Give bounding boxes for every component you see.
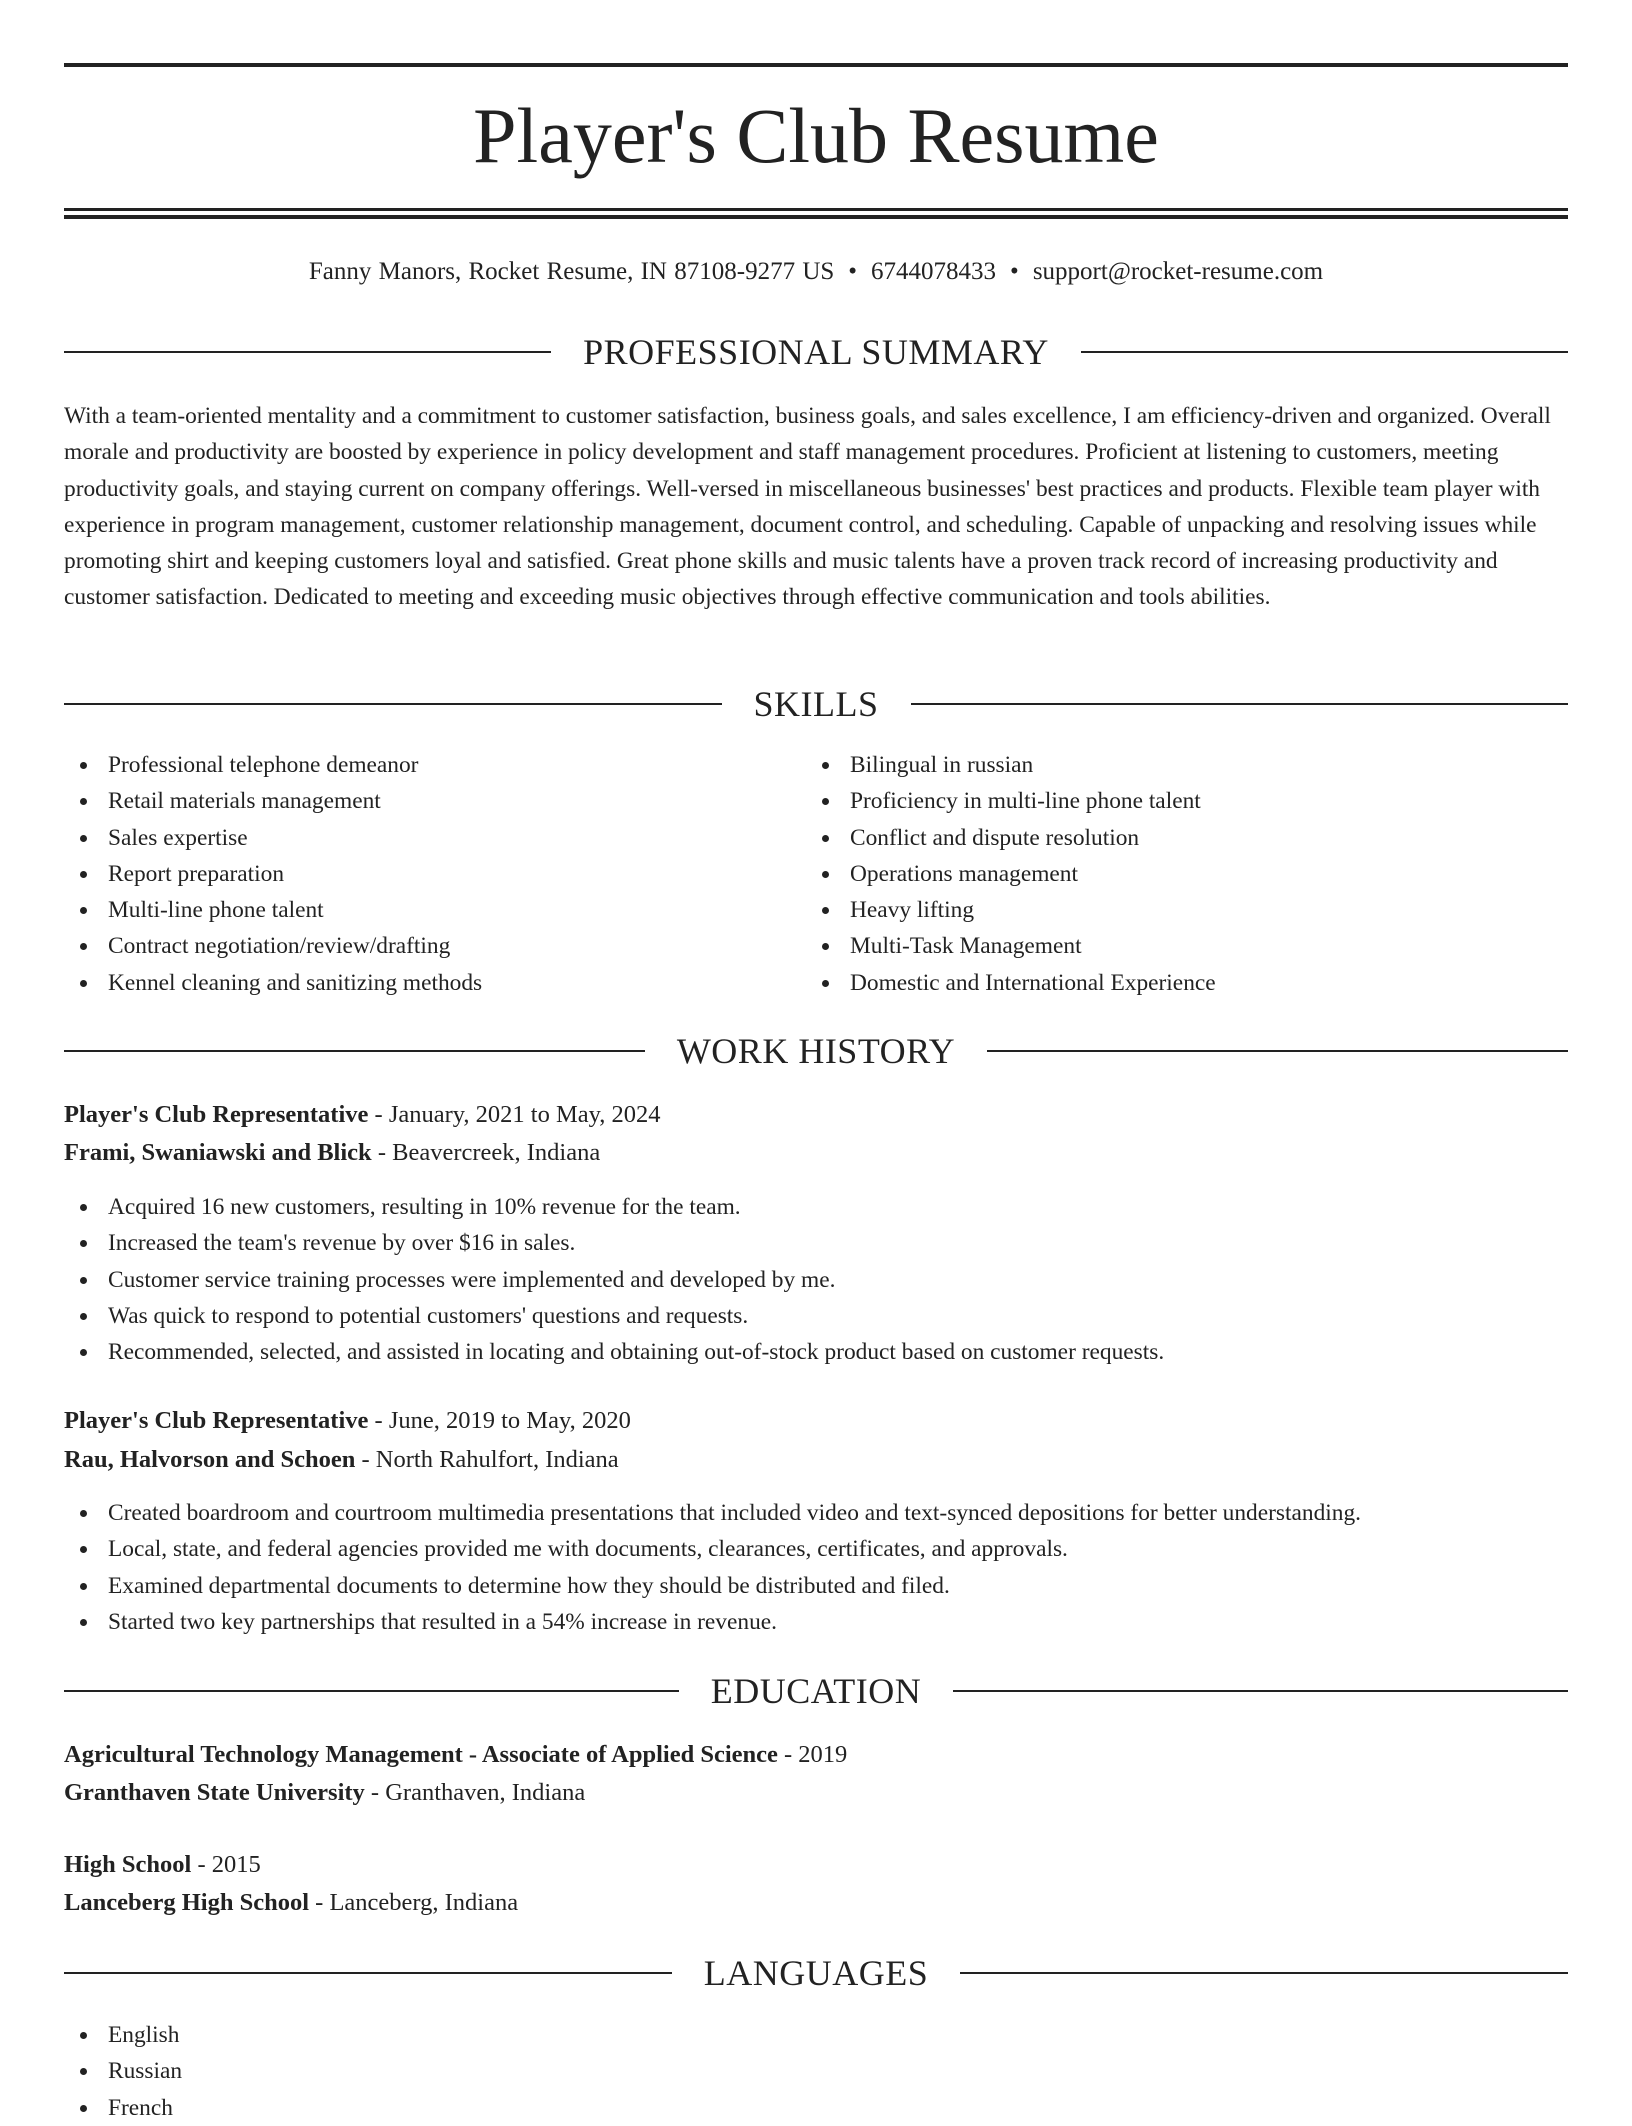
bullet-icon — [822, 943, 829, 950]
contact-line — [64, 254, 1568, 290]
job-dates: January, 2021 to May, 2024 — [388, 1101, 661, 1128]
languages-list — [64, 2017, 804, 2126]
job-company: Rau, Halvorson and Schoen — [64, 1446, 356, 1473]
bullet-icon — [822, 798, 829, 805]
contact-address: Fanny Manors, Rocket Resume, IN 87108-9277 US — [308, 258, 835, 285]
bullet-icon — [80, 1277, 87, 1284]
heading-rule — [64, 1690, 679, 1692]
language-item: French — [64, 2090, 804, 2126]
list-item: Examined departmental documents to determine how they should be distributed and filed. — [64, 1568, 1568, 1604]
job-location: Beavercreek, Indiana — [392, 1139, 601, 1166]
bullet-icon — [80, 2068, 87, 2075]
bullet-icon — [80, 1313, 87, 1320]
skill-item: Operations management — [806, 856, 1546, 892]
heading-rule — [1081, 351, 1568, 353]
bullet-icon — [80, 762, 87, 769]
skill-item: Multi-Task Management — [806, 928, 1546, 964]
resume-title: Player's Club Resume — [473, 92, 1159, 179]
list-item: Customer service training processes were implemented and developed by me. — [64, 1262, 1568, 1298]
education-year: 2015 — [211, 1851, 261, 1878]
skill-item: Sales expertise — [64, 820, 804, 856]
job-title: Player's Club Representative — [64, 1407, 369, 1434]
job-bullets — [64, 1189, 1568, 1370]
skills-list-left — [64, 747, 804, 1001]
skill-item: Heavy lifting — [806, 892, 1546, 928]
heading-rule — [64, 703, 722, 705]
section-title: PROFESSIONAL SUMMARY — [583, 332, 1049, 372]
education-school: Granthaven State University — [64, 1779, 365, 1806]
contact-separator: • — [1010, 258, 1019, 285]
bullet-icon — [80, 1349, 87, 1356]
bullet-icon — [80, 2105, 87, 2112]
skill-item: Bilingual in russian — [806, 747, 1546, 783]
heading-rule — [911, 703, 1569, 705]
job-company-line: Rau, Halvorson and Schoen - North Rahulfort, Indiana — [64, 1446, 619, 1473]
education-year: 2019 — [798, 1741, 848, 1768]
job-title-line: Player's Club Representative - June, 2019 to May, 2020 — [64, 1407, 631, 1434]
education-school-line: Granthaven State University - Granthaven, Indiana — [64, 1779, 586, 1806]
bullet-icon — [822, 762, 829, 769]
bullet-icon — [80, 798, 87, 805]
list-item: Increased the team's revenue by over $16 in sales. — [64, 1225, 1568, 1261]
list-item: Acquired 16 new customers, resulting in 10% revenue for the team. — [64, 1189, 1568, 1225]
top-rule — [64, 63, 1568, 67]
heading-rule — [64, 1972, 672, 1974]
list-item: Created boardroom and courtroom multimedia presentations that included video and text-synced depositions for better understanding. — [64, 1495, 1568, 1531]
education-school: Lanceberg High School — [64, 1889, 310, 1916]
bullet-icon — [822, 907, 829, 914]
skills-list-right — [806, 747, 1546, 1001]
bullet-icon — [80, 871, 87, 878]
heading-rule — [64, 351, 551, 353]
section-heading-work-history — [64, 1031, 1568, 1071]
section-heading-summary — [64, 332, 1568, 372]
heading-rule — [960, 1972, 1568, 1974]
section-title: SKILLS — [753, 684, 879, 724]
education-school-line: Lanceberg High School - Lanceberg, Indiana — [64, 1889, 519, 1916]
bullet-icon — [80, 943, 87, 950]
heading-rule — [953, 1690, 1568, 1692]
title-rule-upper — [64, 208, 1568, 211]
section-title: LANGUAGES — [703, 1953, 929, 1993]
section-heading-skills — [64, 684, 1568, 724]
section-title: EDUCATION — [710, 1671, 922, 1711]
bullet-icon — [822, 980, 829, 987]
job-title: Player's Club Representative — [64, 1101, 369, 1128]
bullet-icon — [80, 1619, 87, 1626]
title-rule-lower — [64, 215, 1568, 219]
summary-text: With a team-oriented mentality and a commitment to customer satisfaction, business goals, and sales excellence, I am efficiency-driven and organized. Overall morale and productivity are boosted by experience in policy development and staff management procedures. Proficient at listening to customers, meeting productivity goals, and staying current on company offerings. Well-versed in miscellaneous businesses' best practices and products. Flexible team player with experience in program management, customer relationship management, document control, and scheduling. Capable of unpacking and resolving issues while promoting shirt and keeping customers loyal and satisfied. Great phone skills and music talents have a proven track record of increasing productivity and customer satisfaction. Dedicated to meeting and exceeding music objectives through effective communication and tools abilities. — [64, 403, 1551, 611]
bullet-icon — [80, 1546, 87, 1553]
education-degree-line: High School - 2015 — [64, 1851, 261, 1878]
skill-item: Domestic and International Experience — [806, 965, 1546, 1001]
language-item: Russian — [64, 2053, 804, 2089]
skill-item: Report preparation — [64, 856, 804, 892]
education-degree: High School — [64, 1851, 192, 1878]
heading-rule — [987, 1050, 1568, 1052]
bullet-icon — [822, 835, 829, 842]
bullet-icon — [80, 1204, 87, 1211]
section-heading-languages — [64, 1953, 1568, 1993]
language-item: English — [64, 2017, 804, 2053]
skill-item: Proficiency in multi-line phone talent — [806, 783, 1546, 819]
skill-item: Conflict and dispute resolution — [806, 820, 1546, 856]
skill-item: Multi-line phone talent — [64, 892, 804, 928]
contact-separator: • — [848, 258, 858, 285]
education-location: Granthaven, Indiana — [385, 1779, 586, 1806]
skill-item: Contract negotiation/review/drafting — [64, 928, 804, 964]
job-location: North Rahulfort, Indiana — [375, 1446, 619, 1473]
skill-item: Retail materials management — [64, 783, 804, 819]
bullet-icon — [80, 980, 87, 987]
bullet-icon — [80, 907, 87, 914]
list-item: Local, state, and federal agencies provided me with documents, clearances, certificates, and approvals. — [64, 1531, 1568, 1567]
section-heading-education — [64, 1671, 1568, 1711]
education-degree-line: Agricultural Technology Management - Associate of Applied Science - 2019 — [64, 1741, 848, 1768]
job-company-line: Frami, Swaniawski and Blick - Beavercreek, Indiana — [64, 1139, 601, 1166]
contact-phone: 6744078433 — [871, 258, 997, 285]
skill-item: Professional telephone demeanor — [64, 747, 804, 783]
education-degree: Agricultural Technology Management - Associate of Applied Science — [64, 1741, 778, 1768]
bullet-icon — [80, 2032, 87, 2039]
bullet-icon — [80, 1240, 87, 1247]
list-item: Started two key partnerships that resulted in a 54% increase in revenue. — [64, 1604, 1568, 1640]
section-title: WORK HISTORY — [676, 1031, 956, 1071]
bullet-icon — [80, 1510, 87, 1517]
contact-email: support@rocket-resume.com — [1032, 258, 1324, 285]
bullet-icon — [822, 871, 829, 878]
heading-rule — [64, 1050, 645, 1052]
list-item: Was quick to respond to potential customers' questions and requests. — [64, 1298, 1568, 1334]
job-title-line: Player's Club Representative - January, 2021 to May, 2024 — [64, 1101, 661, 1128]
job-company: Frami, Swaniawski and Blick — [64, 1139, 372, 1166]
job-bullets — [64, 1495, 1568, 1640]
bullet-icon — [80, 835, 87, 842]
skill-item: Kennel cleaning and sanitizing methods — [64, 965, 804, 1001]
bullet-icon — [80, 1583, 87, 1590]
education-location: Lanceberg, Indiana — [329, 1889, 519, 1916]
list-item: Recommended, selected, and assisted in locating and obtaining out-of-stock product based on customer requests. — [64, 1334, 1568, 1370]
job-dates: June, 2019 to May, 2020 — [388, 1407, 631, 1434]
